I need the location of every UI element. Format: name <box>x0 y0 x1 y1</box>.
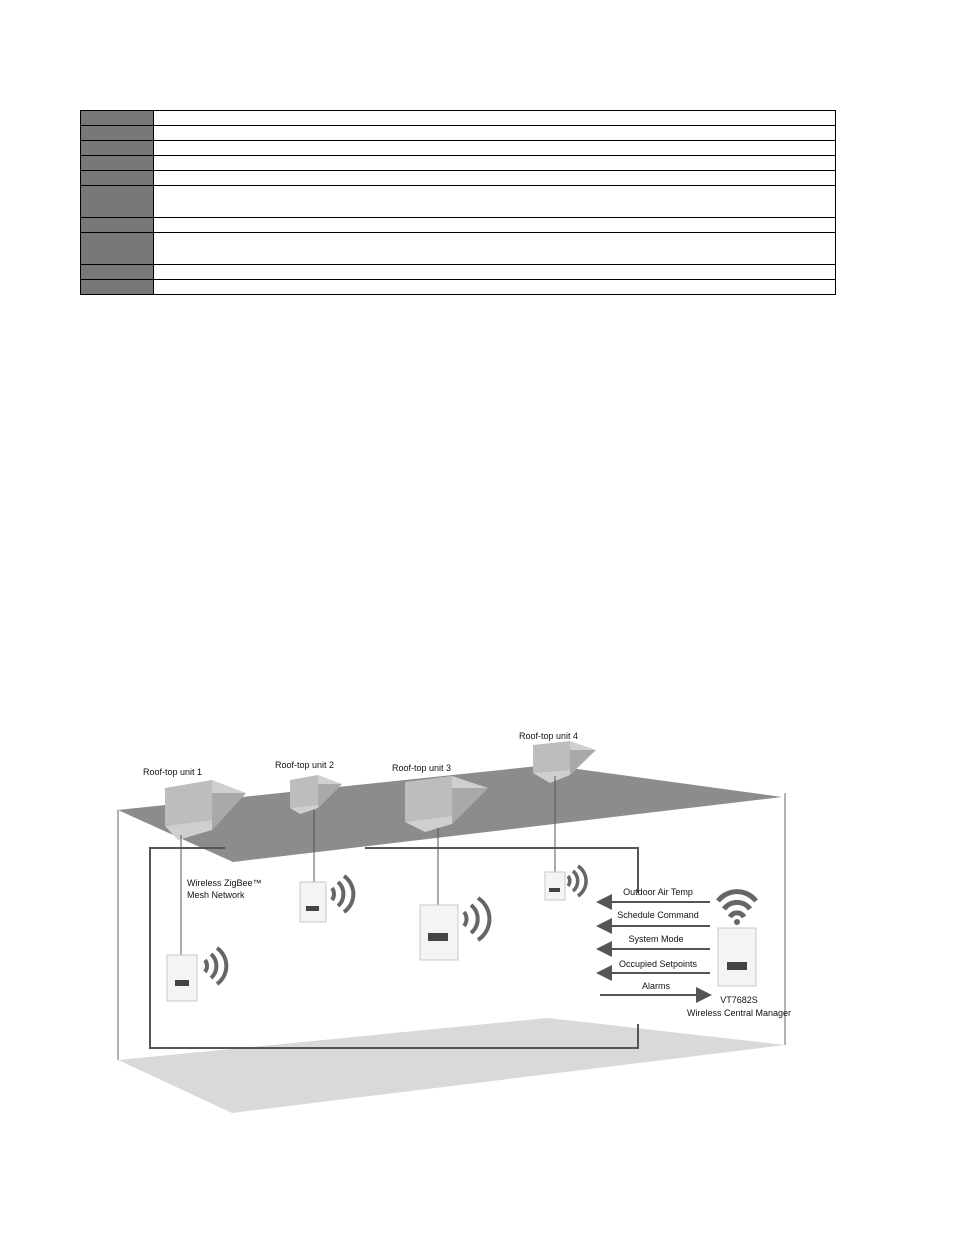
thermostat-2 <box>300 876 353 922</box>
spec-table-row <box>81 265 836 280</box>
spec-value-cell <box>154 111 836 126</box>
network-diagram <box>0 700 954 1130</box>
network-label-line2: Mesh Network <box>187 890 245 900</box>
spec-label-cell <box>81 265 154 280</box>
spec-label-cell <box>81 186 154 218</box>
spec-label-cell <box>81 171 154 186</box>
spec-table-row <box>81 141 836 156</box>
unit-label-2: Roof-top unit 2 <box>275 760 335 770</box>
spec-value-cell <box>154 141 836 156</box>
spec-label-cell <box>81 280 154 295</box>
spec-label-cell <box>81 111 154 126</box>
spec-label-cell <box>81 218 154 233</box>
spec-value-cell <box>154 233 836 265</box>
spec-value-cell <box>154 265 836 280</box>
spec-label-cell <box>81 126 154 141</box>
signal-label-system-mode: System Mode <box>628 934 684 944</box>
spec-value-cell <box>154 186 836 218</box>
floor-plane <box>118 1018 785 1113</box>
spec-value-cell <box>154 156 836 171</box>
signal-label-occupied-setpoints: Occupied Setpoints <box>618 959 698 969</box>
signal-label-schedule-command: Schedule Command <box>617 910 699 920</box>
thermostat-3 <box>420 898 489 960</box>
manager-model-label: VT7682S <box>720 995 758 1005</box>
spec-table-row <box>81 126 836 141</box>
thermostat-4 <box>545 866 586 900</box>
wifi-icon <box>718 892 756 917</box>
spec-table-row <box>81 156 836 171</box>
spec-value-cell <box>154 280 836 295</box>
manager-name-label: Wireless Central Manager <box>686 1008 792 1018</box>
spec-value-cell <box>154 218 836 233</box>
spec-value-cell <box>154 171 836 186</box>
spec-table-row <box>81 280 836 295</box>
spec-table <box>80 110 836 295</box>
spec-label-cell <box>81 233 154 265</box>
signal-label-outdoor-air-temp: Outdoor Air Temp <box>623 887 693 897</box>
central-manager <box>718 892 756 986</box>
unit-label-4: Roof-top unit 4 <box>519 731 579 741</box>
unit-label-1: Roof-top unit 1 <box>143 767 203 777</box>
spec-table-row <box>81 218 836 233</box>
spec-label-cell <box>81 156 154 171</box>
spec-label-cell <box>81 141 154 156</box>
signal-label-alarms: Alarms <box>641 981 671 991</box>
spec-table-row <box>81 186 836 218</box>
spec-value-cell <box>154 126 836 141</box>
thermostat-1 <box>167 948 226 1001</box>
spec-table-row <box>81 171 836 186</box>
spec-table-row <box>81 233 836 265</box>
network-label-line1: Wireless ZigBee™ <box>187 878 262 888</box>
spec-table-row <box>81 111 836 126</box>
unit-label-3: Roof-top unit 3 <box>392 763 452 773</box>
